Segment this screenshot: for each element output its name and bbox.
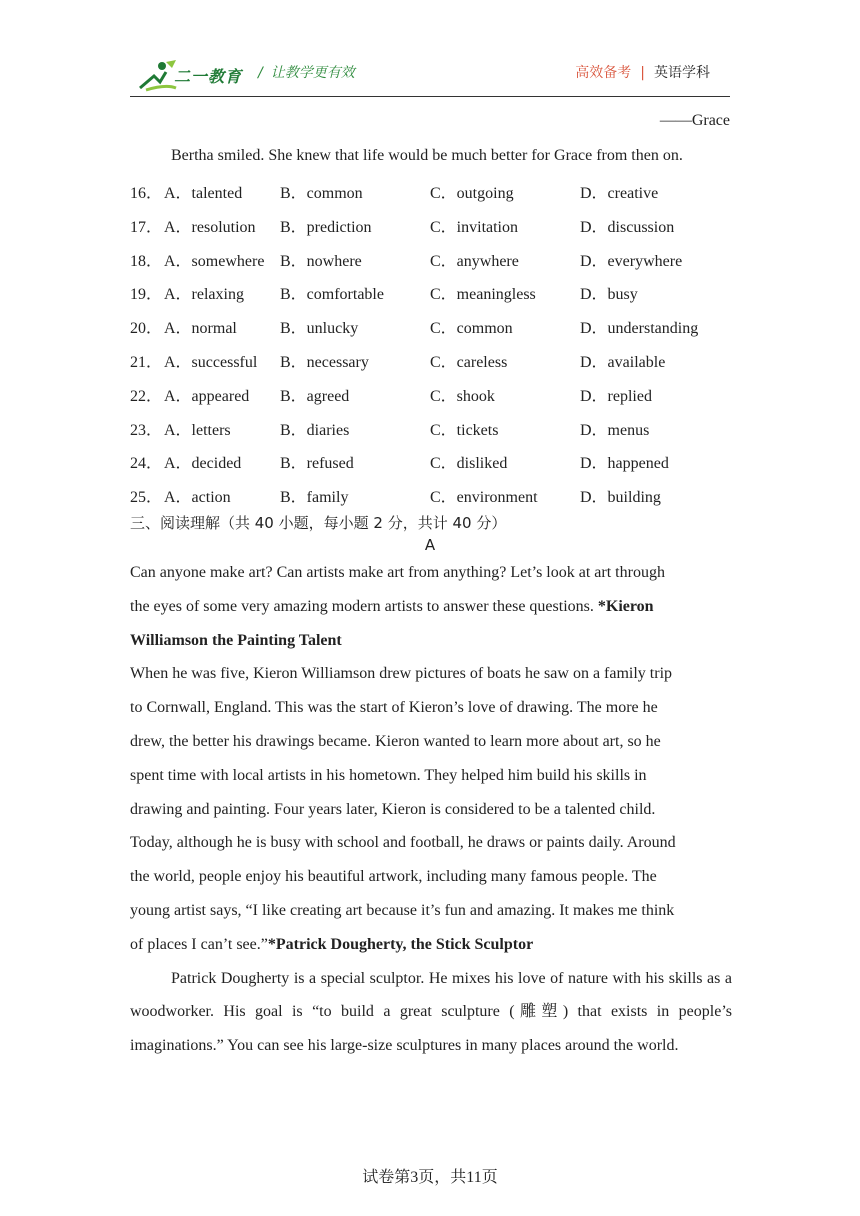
option-d: D．building (580, 489, 661, 507)
slogan: / 让教学更有效 (258, 65, 355, 81)
option-b: B．family (280, 489, 349, 507)
kieron-line-9 (130, 928, 732, 962)
option-d: D．available (580, 354, 666, 371)
kieron-line-5: drawing and painting. Four years later, Kieron is considered to be a talented child. (130, 800, 656, 818)
question-number: 22． (130, 387, 163, 405)
question-number: 17． (130, 218, 163, 236)
brand-name: 二一教育 (174, 67, 243, 86)
kieron-line-2: to Cornwall, England. This was the start of Kieron’s love of drawing. The more he (130, 699, 658, 717)
reading-passage (130, 556, 732, 1063)
kieron-line-3: drew, the better his drawings became. Kieron wanted to learn more about art, so he (130, 732, 661, 750)
intro-line-2 (130, 590, 732, 624)
option-a: A．appeared (164, 387, 250, 405)
question-number: 18． (130, 252, 163, 270)
option-a: A．action (164, 489, 231, 507)
option-a: A．decided (164, 455, 242, 473)
page-footer: 试卷第3页，共11页 (362, 1169, 498, 1186)
header-right: 高效备考 | 英语学科 (575, 65, 710, 81)
option-b: B．necessary (280, 354, 369, 371)
question-row (130, 315, 730, 337)
option-a: A．normal (164, 320, 237, 338)
header-exam-label: 高效备考 (575, 65, 632, 81)
option-b: B．diaries (280, 421, 350, 439)
option-d: D．menus (580, 421, 650, 439)
question-row (130, 214, 730, 236)
kieron-line-4: spent time with local artists in his hometown. They helped him build his skills in (130, 766, 647, 784)
question-number: 16． (130, 185, 163, 202)
section-title: 三、阅读理解（共 40 小题，每小题 2 分，共计 40 分） (130, 514, 507, 532)
option-d: D．busy (580, 286, 638, 304)
question-row (130, 281, 730, 303)
question-row (130, 349, 730, 371)
kieron-heading-start: *Kieron (597, 597, 654, 615)
option-c: C．environment (430, 489, 538, 507)
question-row (130, 484, 730, 506)
option-c: C．anywhere (430, 252, 519, 270)
option-b: B．unlucky (280, 320, 359, 338)
kieron-heading-end: Williamson the Painting Talent (130, 631, 342, 649)
option-d: D．discussion (580, 218, 675, 236)
option-b: B．comfortable (280, 286, 384, 304)
option-b: B．refused (280, 455, 354, 473)
passage-label: A (424, 536, 436, 554)
kieron-line-8: young artist says, “I like creating art because it’s fun and amazing. It makes me think (130, 901, 675, 919)
question-row (130, 417, 730, 439)
option-a: A．letters (164, 421, 231, 439)
question-row (130, 383, 730, 405)
intro-line-1: Can anyone make art? Can artists make art from anything? Let’s look at art through (130, 564, 665, 581)
kieron-line-1: When he was five, Kieron Williamson drew pictures of boats he saw on a family trip (130, 665, 673, 683)
question-row (130, 180, 730, 202)
option-a: A．resolution (164, 218, 256, 236)
question-number: 19． (130, 286, 163, 304)
question-row (130, 450, 730, 472)
intro-line-3 (130, 624, 732, 658)
question-number: 21． (130, 354, 163, 371)
option-a: A．relaxing (164, 286, 244, 304)
option-a: A．successful (164, 354, 258, 371)
option-c: C．tickets (430, 421, 499, 439)
option-d: D．creative (580, 185, 659, 202)
kieron-line-7: the world, people enjoy his beautiful artwork, including many famous people. The (130, 868, 657, 886)
option-c: C．careless (430, 354, 508, 371)
patrick-paragraph: Patrick Dougherty is a special sculptor. He mixes his love of nature with his skills as a woodworker. His goal is “to build a great sculpture (雕塑) that exists in people’s imaginations.” You can see his large-size sculptures in many places around the world. (130, 969, 732, 1055)
option-c: C．invitation (430, 218, 519, 236)
option-b: B．nowhere (280, 252, 362, 270)
option-c: C．shook (430, 387, 495, 405)
option-c: C．meaningless (430, 286, 536, 304)
option-d: D．understanding (580, 320, 699, 338)
patrick-heading: *Patrick Dougherty, the Stick Sculptor (267, 935, 534, 953)
option-d: D．everywhere (580, 252, 683, 270)
slogan-text: 让教学更有效 (270, 65, 355, 81)
option-d: D．replied (580, 387, 652, 405)
question-row (130, 248, 730, 270)
option-b: B．agreed (280, 387, 350, 405)
option-b: B．common (280, 185, 363, 202)
option-a: A．somewhere (164, 252, 265, 270)
header-subject-label: 英语学科 (654, 65, 710, 81)
letter-signature: ——Grace (659, 112, 730, 129)
kieron-line-9-text: of places I can’t see.” (130, 935, 268, 953)
option-c: C．disliked (430, 455, 508, 473)
option-d: D．happened (580, 455, 669, 473)
question-number: 25． (130, 489, 163, 507)
closing-line: Bertha smiled. She knew that life would be much better for Grace from then on. (171, 147, 683, 164)
kieron-line-6: Today, although he is busy with school and football, he draws or paints daily. Around (130, 834, 676, 852)
option-c: C．outgoing (430, 185, 514, 202)
question-number: 23． (130, 421, 163, 439)
question-number: 24． (130, 455, 163, 473)
page-header (130, 52, 730, 97)
intro-line-2-text: the eyes of some very amazing modern artists to answer these questions. (130, 597, 598, 615)
option-c: C．common (430, 320, 513, 338)
option-a: A．talented (164, 185, 243, 202)
option-b: B．prediction (280, 218, 372, 236)
question-number: 20． (130, 320, 163, 338)
